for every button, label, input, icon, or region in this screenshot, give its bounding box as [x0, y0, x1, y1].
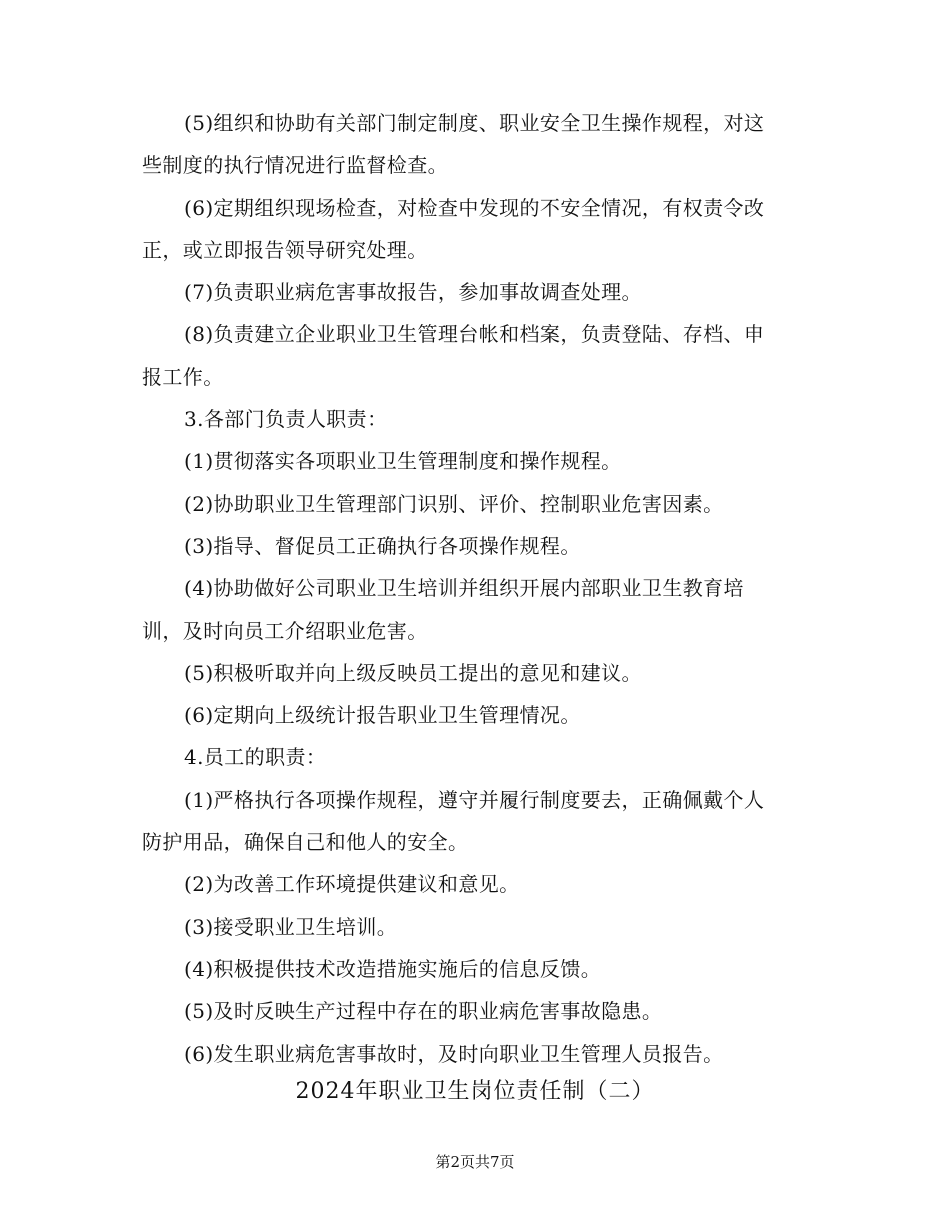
body-line: (1)严格执行各项操作规程，遵守并履行制度要去，正确佩戴个人: [184, 787, 765, 812]
body-line: (5)积极听取并向上级反映员工提出的意见和建议。: [184, 660, 642, 685]
section-title-employees: 4.员工的职责：: [184, 745, 327, 770]
body-line: 正，或立即报告领导研究处理。: [142, 237, 428, 262]
body-line: 训，及时向员工介绍职业危害。: [142, 618, 428, 643]
body-line: (2)协助职业卫生管理部门识别、评价、控制职业危害因素。: [184, 491, 724, 516]
page-number-footer: 第2页共7页: [435, 1153, 515, 1171]
body-line: (6)发生职业病危害事故时，及时向职业卫生管理人员报告。: [184, 1041, 724, 1066]
body-line: 报工作。: [142, 364, 224, 389]
body-line: 防护用品，确保自己和他人的安全。: [142, 830, 469, 855]
body-line: (2)为改善工作环境提供建议和意见。: [184, 872, 520, 897]
body-line: (3)接受职业卫生培训。: [184, 914, 398, 939]
body-line: 些制度的执行情况进行监督检查。: [142, 153, 448, 178]
body-line: (7)负责职业病危害事故报告，参加事故调查处理。: [184, 280, 642, 305]
body-line: (8)负责建立企业职业卫生管理台帐和档案，负责登陆、存档、申: [184, 322, 765, 347]
body-line: (3)指导、督促员工正确执行各项操作规程。: [184, 533, 581, 558]
section-title-department-heads: 3.各部门负责人职责：: [184, 407, 388, 432]
body-line: (4)积极提供技术改造措施实施后的信息反馈。: [184, 956, 602, 981]
body-line: (1)贯彻落实各项职业卫生管理制度和操作规程。: [184, 449, 622, 474]
document-body: [142, 102, 808, 1075]
body-line: (5)组织和协助有关部门制定制度、职业安全卫生操作规程，对这: [184, 111, 765, 135]
body-line: (5)及时反映生产过程中存在的职业病危害事故隐患。: [184, 999, 663, 1024]
body-line: (6)定期组织现场检查，对检查中发现的不安全情况，有权责令改: [184, 195, 765, 220]
body-line: (4)协助做好公司职业卫生培训并组织开展内部职业卫生教育培: [184, 576, 744, 601]
body-line: (6)定期向上级统计报告职业卫生管理情况。: [184, 703, 581, 728]
section-heading: 2024年职业卫生岗位责任制（二）: [295, 1079, 655, 1104]
